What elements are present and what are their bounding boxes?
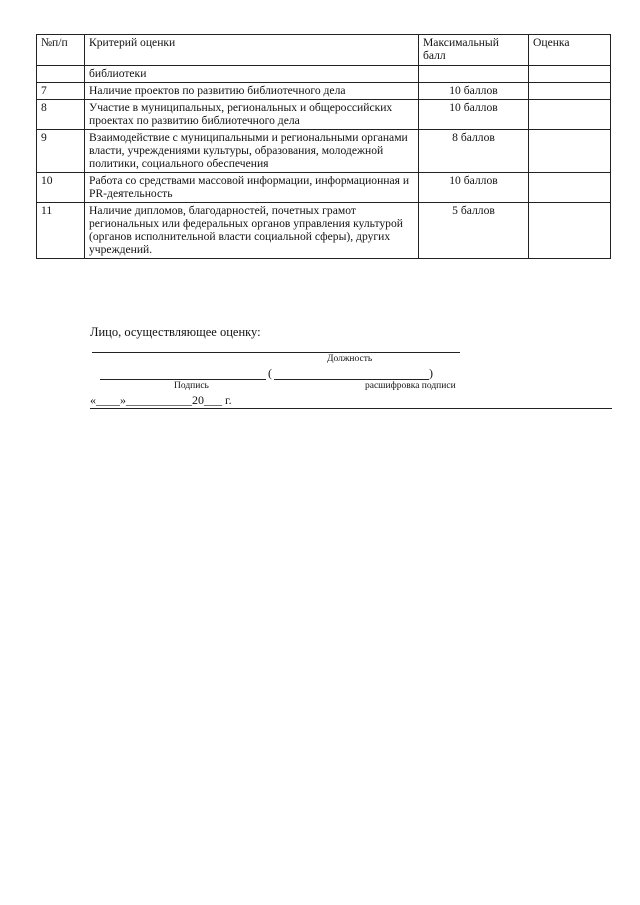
date-line[interactable]: «____»___________20___ г.: [90, 393, 232, 407]
row-score: [419, 66, 529, 83]
row-score: 8 баллов: [419, 130, 529, 173]
row-rating-cell[interactable]: [529, 203, 611, 259]
decode-caption: расшифровка подписи: [365, 381, 456, 391]
signature-line[interactable]: [100, 379, 266, 380]
row-score: 10 баллов: [419, 100, 529, 130]
row-rating-cell[interactable]: [529, 130, 611, 173]
row-rating-cell[interactable]: [529, 100, 611, 130]
position-caption: Должность: [327, 354, 373, 364]
position-line[interactable]: [92, 352, 460, 353]
row-criterion: Работа со средствами массовой информации, информационная и PR-деятельность: [85, 173, 419, 203]
close-paren: ): [429, 366, 433, 380]
evaluation-table: [36, 34, 611, 259]
signature-caption: Подпись: [174, 381, 209, 391]
table-row: [37, 83, 611, 100]
table-row: [37, 66, 611, 83]
row-score: 5 баллов: [419, 203, 529, 259]
header-rating: Оценка: [529, 35, 611, 66]
row-num: [37, 66, 85, 83]
row-rating-cell[interactable]: [529, 173, 611, 203]
row-num: 11: [37, 203, 85, 259]
table-row: [37, 173, 611, 203]
evaluator-label: Лицо, осуществляющее оценку:: [90, 325, 261, 339]
bottom-rule: [90, 408, 612, 409]
row-criterion: Наличие дипломов, благодарностей, почетных грамот региональных или федеральных органов управления культурой (органов исполнительной власти социальной сферы), других учреждений.: [85, 203, 419, 259]
row-rating-cell[interactable]: [529, 83, 611, 100]
row-criterion: Наличие проектов по развитию библиотечного дела: [85, 83, 419, 100]
row-criterion: Участие в муниципальных, региональных и общероссийских проектах по развитию библиотечного дела: [85, 100, 419, 130]
table-row: [37, 203, 611, 259]
header-num: №п/п: [37, 35, 85, 66]
row-score: 10 баллов: [419, 173, 529, 203]
table-header-row: [37, 35, 611, 66]
row-num: 9: [37, 130, 85, 173]
row-score: 10 баллов: [419, 83, 529, 100]
row-num: 7: [37, 83, 85, 100]
table-row: [37, 130, 611, 173]
header-max-score: Максимальный балл: [419, 35, 529, 66]
row-criterion: Взаимодействие с муниципальными и региональными органами власти, учреждениями культуры, образования, молодежной политики, социального обеспечения: [85, 130, 419, 173]
table-row: [37, 100, 611, 130]
decode-line[interactable]: [274, 379, 429, 380]
row-num: 8: [37, 100, 85, 130]
header-criterion: Критерий оценки: [85, 35, 419, 66]
row-criterion: библиотеки: [85, 66, 419, 83]
row-num: 10: [37, 173, 85, 203]
open-paren: (: [268, 366, 272, 380]
row-rating-cell[interactable]: [529, 66, 611, 83]
